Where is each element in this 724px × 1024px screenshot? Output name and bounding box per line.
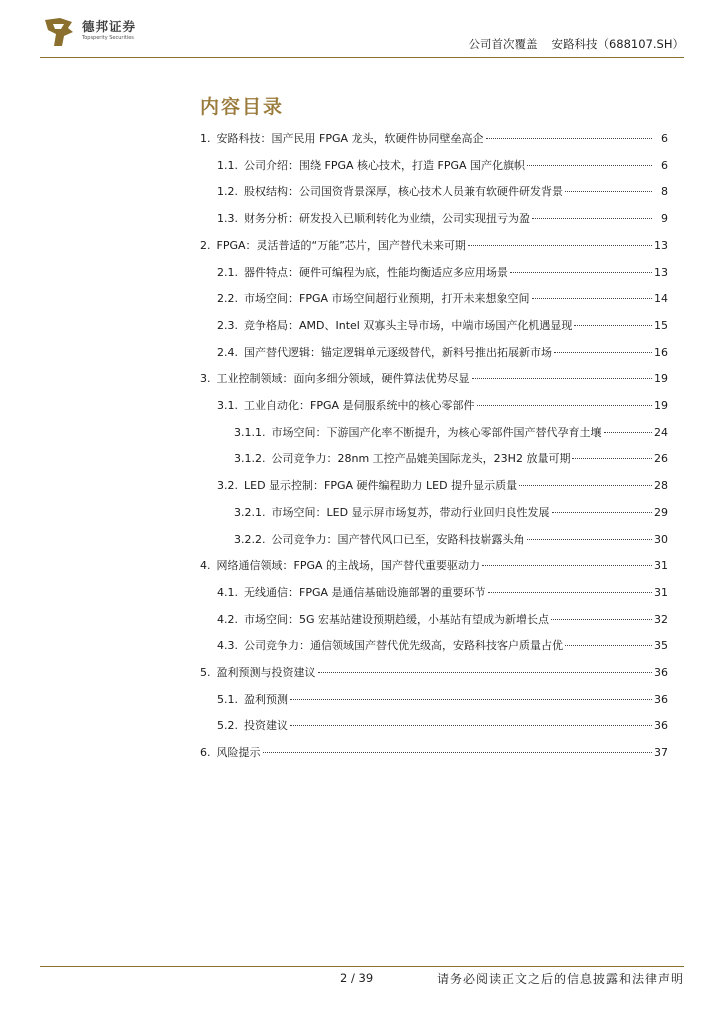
toc-entry-page: 36 [654,692,668,706]
toc-entry-number: 6. [200,746,211,760]
toc-entry-page: 32 [654,612,668,626]
toc-leader-dots [486,138,652,139]
toc-entry-number: 4.1. [217,585,238,599]
toc-entry-title: 风险提示 [216,746,261,760]
toc-entry[interactable] [217,290,668,317]
toc-entry-title: 财务分析：研发投入已顺利转化为业绩，公司实现扭亏为盈 [244,212,530,226]
toc-entry[interactable] [217,317,668,344]
toc-entry-page: 29 [654,505,668,519]
toc-entry-page: 36 [654,666,668,679]
toc-entry-number: 3.1.1. [234,425,266,439]
report-type: 公司首次覆盖 [468,37,538,51]
toc-title: 内容目录 [200,96,285,118]
toc-entry-title: 市场空间：5G 宏基站建设预期趋缓，小基站有望成为新增长点 [244,612,550,626]
toc-entry-page: 24 [654,425,668,439]
toc-entry[interactable] [217,344,668,371]
toc-entry-number: 2.1. [217,265,238,279]
toc-leader-dots [488,592,652,593]
toc-entry-page: 36 [654,719,668,733]
toc-entry[interactable] [217,691,668,718]
toc-entry[interactable] [217,157,668,184]
toc-entry-title: 市场空间：LED 显示屏市场复苏，带动行业回归良性发展 [271,505,550,519]
toc-leader-dots [510,272,652,273]
toc-entry[interactable] [200,664,668,691]
toc-entry-number: 5. [200,666,211,679]
toc-entry[interactable] [234,504,668,531]
toc-entry[interactable] [217,183,668,210]
toc-entry-number: 2.2. [217,292,238,306]
toc-entry-title: 工业控制领域：面向多细分领域，硬件算法优势尽显 [216,372,470,386]
toc-entry-page: 37 [654,746,668,760]
toc-entry[interactable] [217,637,668,664]
toc-entry-page: 16 [654,345,668,359]
toc-entry-number: 2. [200,238,211,252]
toc-entry-page: 6 [661,132,668,145]
toc-leader-dots [552,512,652,513]
toc-entry-number: 5.1. [217,692,238,706]
toc-entry-title: 股权结构：公司国资背景深厚，核心技术人员兼有软硬件研发背景 [244,185,563,199]
toc-leader-dots [574,325,652,326]
toc-entry-number: 3. [200,372,211,386]
toc-entry-title: 投资建议 [244,719,288,733]
toc-entry-title: 器件特点：硬件可编程为底，性能均衡适应多应用场景 [244,265,508,279]
toc-entry[interactable] [200,370,668,397]
toc-entry-page: 19 [654,399,668,412]
brand-name-cn: 德邦证券 [82,19,137,34]
toc-entry-title: 公司竞争力：28nm 工控产品媲美国际龙头，23H2 放量可期 [271,452,571,466]
toc-entry[interactable] [234,450,668,477]
toc-entry-number: 2.3. [217,318,238,332]
toc-leader-dots [554,352,652,353]
brand-name-en: Topsperity Securities [82,35,134,41]
toc-entry-title: 工业自动化：FPGA 是伺服系统中的核心零部件 [244,399,475,412]
toc-entry-title: 公司介绍：围绕 FPGA 核心技术，打造 FPGA 国产化旗帜 [244,158,526,172]
toc-entry-page: 35 [654,639,668,653]
toc-entry-title: 安路科技：国产民用 FPGA 龙头，软硬件协同壁垒高企 [216,132,484,145]
toc-entry-page: 15 [654,318,668,332]
toc-entry-number: 4.3. [217,639,238,653]
toc-leader-dots [318,672,653,673]
toc-entry-page: 14 [654,292,668,306]
toc-entry-number: 2.4. [217,345,238,359]
toc-leader-dots [565,191,652,192]
toc-entry-page: 8 [661,185,668,199]
toc-entry-title: 盈利预测 [244,692,288,706]
toc-leader-dots [472,378,653,379]
toc-entry-page: 31 [654,585,668,599]
company-logo [42,14,162,50]
toc-entry-page: 30 [654,532,668,546]
toc-entry-page: 13 [654,265,668,279]
brand-logo-icon [42,16,76,48]
toc-leader-dots [551,619,652,620]
footer-divider [40,966,684,967]
toc-entry-page: 31 [654,559,668,573]
toc-entry[interactable] [234,424,668,451]
toc-entry-page: 26 [654,452,668,466]
toc-entry-page: 13 [654,238,668,252]
toc-entry[interactable] [200,237,668,264]
toc-leader-dots [532,218,652,219]
toc-entry-title: 公司竞争力：国产替代风口已至，安路科技崭露头角 [271,532,525,546]
toc-entry-title: 竞争格局：AMD、Intel 双寡头主导市场，中端市场国产化机遇显现 [244,318,573,332]
toc-entry[interactable] [217,584,668,611]
toc-entry-number: 3.2.2. [234,532,266,546]
toc-leader-dots [482,565,652,566]
toc-leader-dots [263,752,653,753]
toc-entry[interactable] [217,611,668,638]
toc-entry-page: 6 [661,158,668,172]
toc-entry-number: 1.2. [217,185,238,199]
page-indicator: 2 / 39 [340,971,374,985]
toc-entry-number: 1.3. [217,212,238,226]
toc-leader-dots [290,699,652,700]
toc-entry-title: 国产替代逻辑：锚定逻辑单元逐级替代，新料号推出拓展新市场 [244,345,552,359]
toc-entry[interactable] [217,477,668,504]
company-ticker: 安路科技（688107.SH） [551,37,684,51]
toc-entry-title: FPGA：灵活普适的“万能”芯片，国产替代未来可期 [216,238,466,252]
toc-leader-dots [565,645,652,646]
toc-entry-number: 4.2. [217,612,238,626]
toc-entry-title: 市场空间：下游国产化率不断提升，为核心零部件国产替代孕育土壤 [271,425,602,439]
toc-leader-dots [519,485,652,486]
toc-entry-title: 盈利预测与投资建议 [216,666,316,679]
toc-entry-number: 3.1. [217,399,238,412]
toc-entry[interactable] [200,744,668,771]
toc-entry-number: 5.2. [217,719,238,733]
toc-entry[interactable] [217,210,668,237]
toc-entry-page: 28 [654,479,668,493]
toc-entry[interactable] [217,717,668,744]
toc-entry[interactable] [217,264,668,291]
toc-leader-dots [290,725,652,726]
toc-leader-dots [532,298,652,299]
legal-disclaimer: 请务必阅读正文之后的信息披露和法律声明 [436,972,684,986]
toc-entry-number: 3.2.1. [234,505,266,519]
toc-entry[interactable] [217,397,668,424]
toc-entry-page: 9 [661,212,668,226]
toc-leader-dots [477,405,652,406]
toc-entry[interactable] [200,557,668,584]
toc-entry[interactable] [200,130,668,157]
toc-entry[interactable] [234,531,668,558]
toc-entry-number: 3.2. [217,479,238,493]
toc-entry-title: 公司竞争力：通信领域国产替代优先级高，安路科技客户质量占优 [244,639,563,653]
toc-entry-number: 1.1. [217,158,238,172]
header-divider [40,57,684,58]
toc-entry-title: 无线通信：FPGA 是通信基础设施部署的重要环节 [244,585,486,599]
toc-entry-title: 网络通信领域：FPGA 的主战场，国产替代重要驱动力 [216,559,481,573]
toc-leader-dots [527,539,653,540]
toc-entry-title: LED 显示控制：FPGA 硬件编程助力 LED 提升显示质量 [244,479,518,493]
toc-entry-page: 19 [654,372,668,386]
toc-entry-number: 4. [200,559,211,573]
toc-entry-title: 市场空间：FPGA 市场空间超行业预期，打开未来想象空间 [244,292,530,306]
toc-entry-number: 3.1.2. [234,452,266,466]
toc-leader-dots [527,165,652,166]
toc-leader-dots [468,245,652,246]
toc-leader-dots [604,432,653,433]
report-header [468,36,684,52]
toc-leader-dots [572,458,652,459]
toc-entry-number: 1. [200,132,211,145]
